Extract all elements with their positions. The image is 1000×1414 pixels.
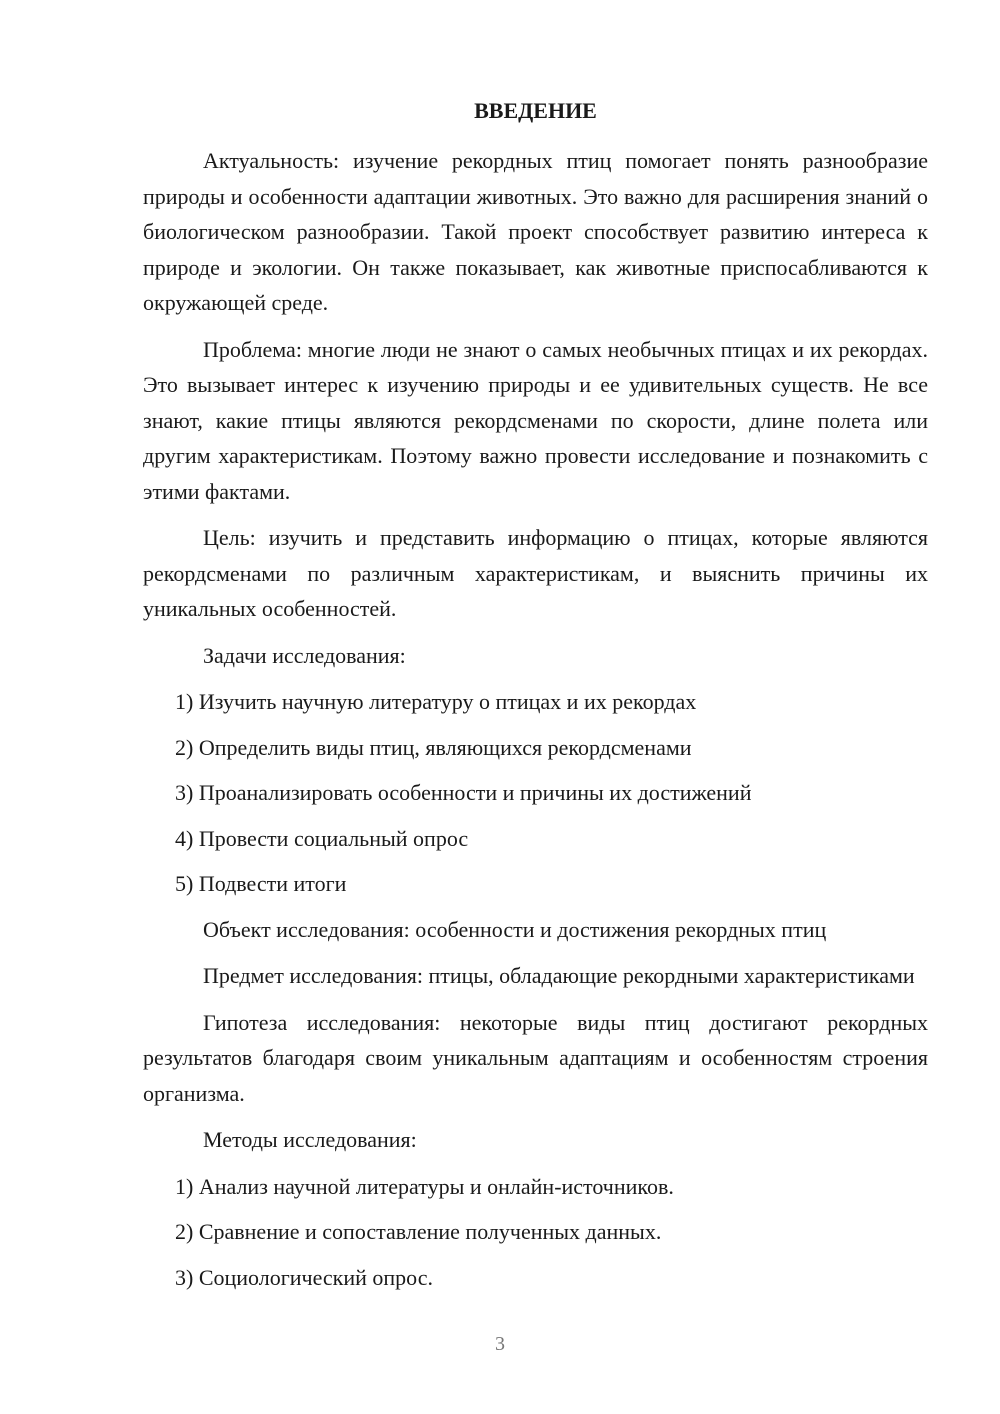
object-paragraph: Объект исследования: особенности и достижения рекордных птиц xyxy=(203,916,827,942)
list-item: 1) Анализ научной литературы и онлайн-источников. xyxy=(175,1173,674,1199)
hypothesis-paragraph: Гипотеза исследования: некоторые виды птиц достигают рекордных результатов благодаря своим уникальным адаптациям и особенностям строения организма. xyxy=(143,1009,928,1106)
list-item: 3) Проанализировать особенности и причины их достижений xyxy=(175,780,752,805)
problem-paragraph: Проблема: многие люди не знают о самых необычных птицах и их рекордах. Это вызывает интерес к изучению природы и ее удивительных существ. Не все знают, какие птицы являются рекордсменами по скорости, длине полета или другим характеристикам. Поэтому важно провести исследование и познакомить с этими фактами. xyxy=(143,336,928,504)
list-item: 2) Определить виды птиц, являющихся рекордсменами xyxy=(175,734,692,760)
tasks-heading: Задачи исследования: xyxy=(203,642,406,668)
tasks-list xyxy=(143,684,928,902)
page-title: ВВЕДЕНИЕ xyxy=(474,98,597,123)
goal-paragraph: Цель: изучить и представить информацию о птицах, которые являются рекордсменами по различным характеристикам, и выяснить причины их уникальных особенностей. xyxy=(143,525,928,621)
methods-heading: Методы исследования: xyxy=(203,1127,417,1152)
subject-paragraph: Предмет исследования: птицы, обладающие рекордными характеристиками xyxy=(203,963,915,988)
methods-list xyxy=(143,1169,928,1296)
list-item: 5) Подвести итоги xyxy=(175,871,347,896)
list-item: 1) Изучить научную литературу о птицах и их рекордах xyxy=(175,689,697,714)
list-item: 3) Социологический опрос. xyxy=(175,1264,433,1290)
page-number: 3 xyxy=(495,1333,505,1355)
actuality-paragraph: Актуальность: изучение рекордных птиц помогает понять разнообразие природы и особенности адаптации животных. Это важно для расширения знаний о биологическом разнообразии. Такой проект способствует развитию интереса к природе и экологии. Он также показывает, как животные приспосабливаются к окружающей среде. xyxy=(143,148,928,315)
document-page xyxy=(143,95,928,1305)
list-item: 2) Сравнение и сопоставление полученных данных. xyxy=(175,1219,662,1244)
list-item: 4) Провести социальный опрос xyxy=(175,825,469,851)
